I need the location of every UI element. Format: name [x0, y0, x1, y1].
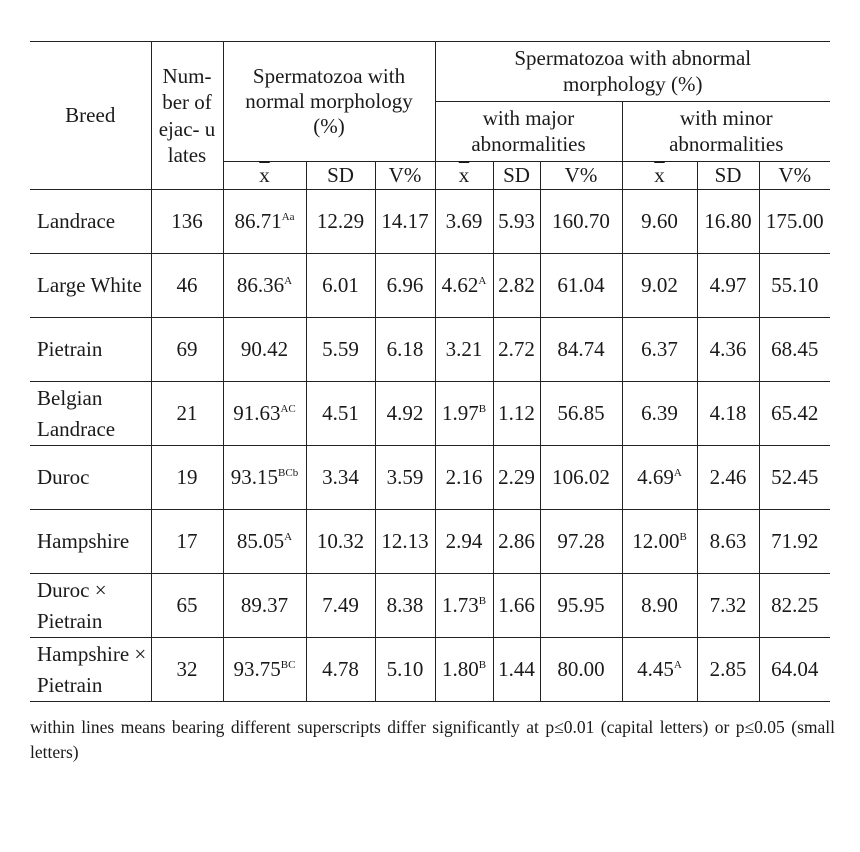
normal-significance-superscript: BCb: [278, 466, 299, 479]
minor-cv-cell: 68.45: [759, 318, 830, 382]
minor-mean-cell: [622, 574, 697, 638]
major-mean-cell: [435, 510, 493, 574]
normal-mean-value: 89.37: [240, 592, 289, 617]
ejaculates-cell: 32: [151, 638, 223, 702]
breed-cell: Pietrain: [30, 318, 151, 382]
major-mean-cell: [435, 190, 493, 254]
major-cv-cell: 95.95: [540, 574, 622, 638]
major-significance-superscript: B: [478, 402, 487, 415]
minor-cv-cell: 65.42: [759, 382, 830, 446]
header-minor-sd: SD: [697, 162, 759, 190]
normal-cv-cell: 12.13: [375, 510, 435, 574]
header-major-mean: [435, 162, 493, 190]
table-row: [30, 382, 830, 446]
major-mean-value: 3.69: [445, 208, 483, 233]
mean-symbol: $\overline{x}$: [654, 162, 665, 187]
minor-mean-value: 6.37: [641, 336, 678, 361]
minor-sd-cell: 4.36: [697, 318, 759, 382]
major-mean-value: 2.16: [445, 464, 483, 489]
morphology-table: [30, 41, 830, 702]
major-sd-cell: 1.66: [493, 574, 540, 638]
normal-significance-superscript: BC: [280, 658, 296, 671]
major-mean-cell: [435, 574, 493, 638]
header-ejaculates-text: Num- ber of ejac- ulates: [158, 64, 216, 167]
major-significance-superscript: B: [478, 594, 487, 607]
minor-mean-cell: [622, 638, 697, 702]
header-major-cv: V%: [540, 162, 622, 190]
table-row: [30, 638, 830, 702]
normal-mean-value: 91.63: [233, 400, 281, 425]
major-sd-cell: 2.72: [493, 318, 540, 382]
major-sd-cell: 1.12: [493, 382, 540, 446]
normal-cv-cell: 14.17: [375, 190, 435, 254]
normal-mean-cell: [223, 382, 306, 446]
header-abnormal-morphology: Spermatozoa with abnormal morphology (%): [435, 42, 830, 102]
table-row: [30, 254, 830, 318]
minor-mean-value: 9.02: [641, 272, 678, 297]
normal-mean-value: 93.15: [230, 464, 279, 489]
breed-cell: Duroc × Pietrain: [30, 574, 151, 638]
normal-mean-value: 93.75: [233, 656, 281, 681]
normal-mean-cell: [223, 190, 306, 254]
ejaculates-cell: 19: [151, 446, 223, 510]
normal-cv-cell: 6.18: [375, 318, 435, 382]
normal-mean-cell: [223, 574, 306, 638]
major-sd-cell: 2.86: [493, 510, 540, 574]
normal-mean-value: 85.05: [236, 528, 285, 553]
breed-cell: Belgian Landrace: [30, 382, 151, 446]
major-sd-cell: 2.82: [493, 254, 540, 318]
minor-sd-cell: 8.63: [697, 510, 759, 574]
major-significance-superscript: A: [478, 274, 487, 287]
normal-mean-value: 86.36: [236, 272, 285, 297]
header-major-sd: SD: [493, 162, 540, 190]
header-normal-morphology: Spermatozoa with normal morphology (%): [223, 42, 435, 162]
major-sd-cell: 2.29: [493, 446, 540, 510]
major-mean-cell: [435, 254, 493, 318]
minor-cv-cell: 71.92: [759, 510, 830, 574]
minor-significance-superscript: A: [673, 658, 682, 671]
table-row: [30, 574, 830, 638]
major-mean-cell: [435, 318, 493, 382]
minor-significance-superscript: B: [679, 530, 687, 543]
normal-mean-value: 90.42: [240, 336, 289, 361]
ejaculates-cell: 136: [151, 190, 223, 254]
normal-mean-cell: [223, 446, 306, 510]
ejaculates-cell: 69: [151, 318, 223, 382]
header-ejaculates: [151, 42, 223, 190]
major-cv-cell: 160.70: [540, 190, 622, 254]
normal-mean-value: 86.71: [234, 208, 282, 233]
mean-symbol: $\overline{x}$: [458, 162, 470, 187]
normal-mean-cell: [223, 510, 306, 574]
major-mean-value: 3.21: [445, 336, 483, 361]
table-row: [30, 510, 830, 574]
normal-cv-cell: 3.59: [375, 446, 435, 510]
normal-significance-superscript: A: [284, 530, 293, 543]
major-significance-superscript: B: [478, 658, 487, 671]
header-normal-cv: V%: [375, 162, 435, 190]
normal-sd-cell: 5.59: [306, 318, 375, 382]
normal-sd-cell: 4.78: [306, 638, 375, 702]
normal-cv-cell: 4.92: [375, 382, 435, 446]
major-mean-value: 1.97: [441, 400, 479, 425]
ejaculates-cell: 21: [151, 382, 223, 446]
minor-sd-cell: 2.85: [697, 638, 759, 702]
mean-symbol: $\overline{x}$: [259, 162, 270, 187]
major-mean-value: 4.62: [441, 272, 479, 297]
normal-cv-cell: 8.38: [375, 574, 435, 638]
normal-significance-superscript: A: [284, 274, 293, 287]
normal-mean-cell: [223, 638, 306, 702]
minor-sd-cell: 7.32: [697, 574, 759, 638]
major-sd-cell: 5.93: [493, 190, 540, 254]
major-cv-cell: 97.28: [540, 510, 622, 574]
major-mean-cell: [435, 446, 493, 510]
minor-sd-cell: 4.97: [697, 254, 759, 318]
header-major-abnormalities: with major abnormalities: [435, 102, 622, 162]
normal-mean-cell: [223, 318, 306, 382]
major-mean-value: 2.94: [445, 528, 483, 553]
ejaculates-cell: 17: [151, 510, 223, 574]
normal-sd-cell: 12.29: [306, 190, 375, 254]
breed-cell: Hampshire × Pietrain: [30, 638, 151, 702]
minor-mean-cell: [622, 318, 697, 382]
normal-sd-cell: 3.34: [306, 446, 375, 510]
minor-sd-cell: 16.80: [697, 190, 759, 254]
normal-sd-cell: 6.01: [306, 254, 375, 318]
normal-sd-cell: 4.51: [306, 382, 375, 446]
minor-mean-value: 12.00: [632, 528, 680, 553]
major-cv-cell: 80.00: [540, 638, 622, 702]
normal-mean-cell: [223, 254, 306, 318]
table-body: [30, 190, 830, 702]
minor-mean-value: 8.90: [641, 592, 678, 617]
minor-significance-superscript: A: [673, 466, 682, 479]
normal-sd-cell: 7.49: [306, 574, 375, 638]
minor-mean-value: 6.39: [641, 400, 678, 425]
major-sd-cell: 1.44: [493, 638, 540, 702]
normal-cv-cell: 6.96: [375, 254, 435, 318]
header-breed: Breed: [30, 42, 151, 190]
ejaculates-cell: 46: [151, 254, 223, 318]
breed-cell: Duroc: [30, 446, 151, 510]
minor-mean-cell: [622, 190, 697, 254]
minor-cv-cell: 175.00: [759, 190, 830, 254]
minor-cv-cell: 52.45: [759, 446, 830, 510]
minor-cv-cell: 82.25: [759, 574, 830, 638]
ejaculates-cell: 65: [151, 574, 223, 638]
normal-cv-cell: 5.10: [375, 638, 435, 702]
major-mean-value: 1.73: [441, 592, 479, 617]
minor-mean-value: 9.60: [641, 208, 678, 233]
normal-sd-cell: 10.32: [306, 510, 375, 574]
header-minor-abnormalities: with minor abnormalities: [622, 102, 830, 162]
breed-cell: Hampshire: [30, 510, 151, 574]
major-cv-cell: 106.02: [540, 446, 622, 510]
table-row: [30, 446, 830, 510]
normal-significance-superscript: Aa: [281, 210, 295, 223]
header-minor-mean: [622, 162, 697, 190]
table-footnote: within lines means bearing different superscripts differ significantly at p≤0.01 (capital letters) or p≤0.05 (small letters): [30, 717, 835, 762]
major-cv-cell: 84.74: [540, 318, 622, 382]
table-row: [30, 190, 830, 254]
header-normal-mean: [223, 162, 306, 190]
header-normal-sd: SD: [306, 162, 375, 190]
table-row: [30, 318, 830, 382]
minor-sd-cell: 4.18: [697, 382, 759, 446]
minor-mean-cell: [622, 254, 697, 318]
header-minor-cv: V%: [759, 162, 830, 190]
minor-mean-value: 4.69: [637, 464, 674, 489]
major-mean-cell: [435, 382, 493, 446]
minor-mean-cell: [622, 446, 697, 510]
breed-cell: Landrace: [30, 190, 151, 254]
major-mean-cell: [435, 638, 493, 702]
major-cv-cell: 56.85: [540, 382, 622, 446]
breed-cell: Large White: [30, 254, 151, 318]
data-table-container: [30, 41, 830, 702]
minor-mean-cell: [622, 510, 697, 574]
minor-cv-cell: 64.04: [759, 638, 830, 702]
minor-mean-value: 4.45: [637, 656, 674, 681]
normal-significance-superscript: AC: [280, 402, 296, 415]
major-mean-value: 1.80: [441, 656, 479, 681]
major-cv-cell: 61.04: [540, 254, 622, 318]
minor-sd-cell: 2.46: [697, 446, 759, 510]
minor-mean-cell: [622, 382, 697, 446]
minor-cv-cell: 55.10: [759, 254, 830, 318]
